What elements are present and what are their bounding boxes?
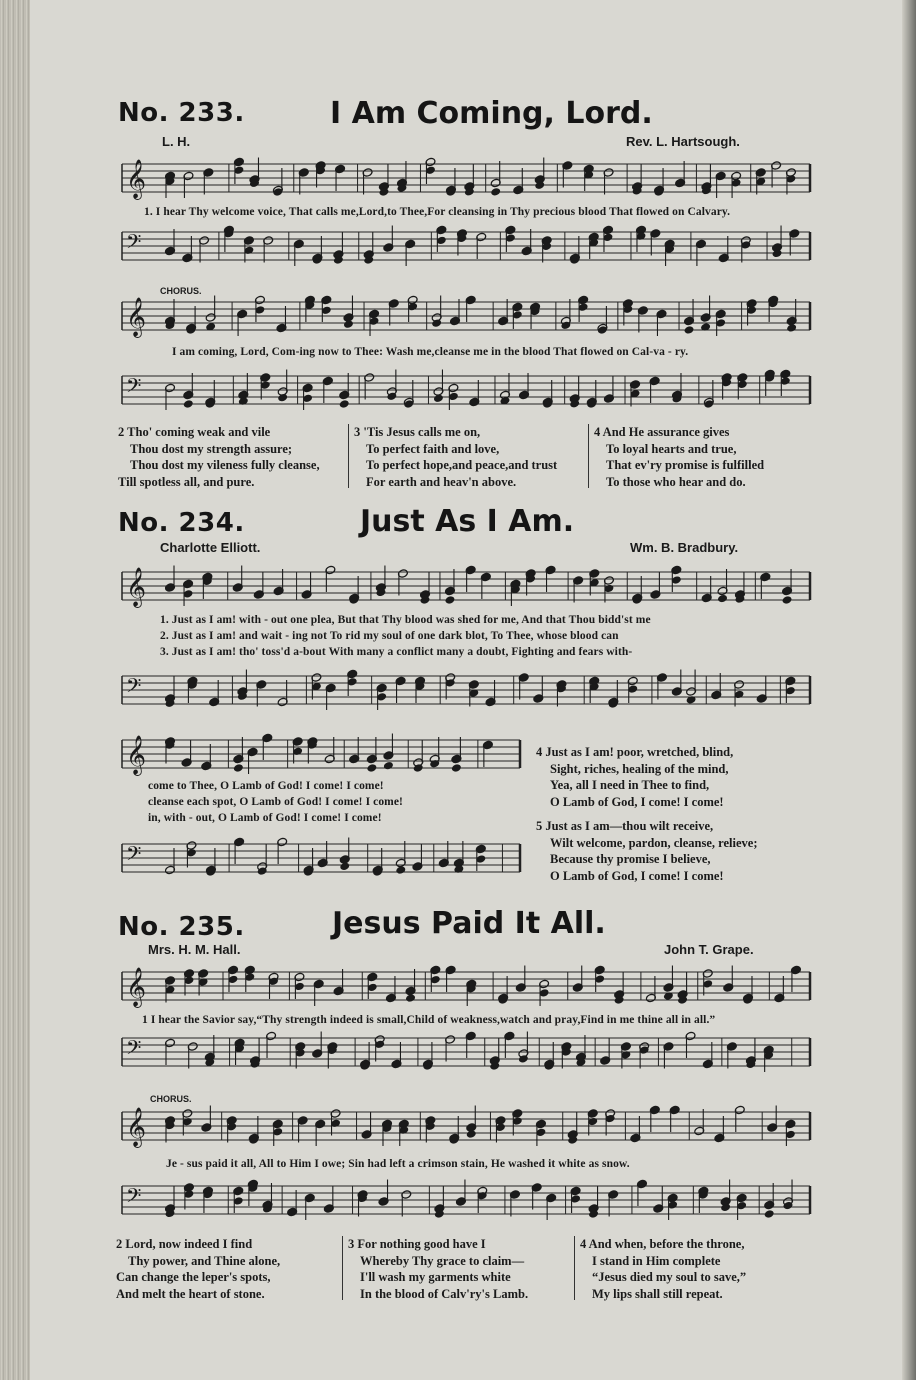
book-page-edges — [0, 0, 30, 1380]
hymn-235-composer: John T. Grape. — [664, 942, 754, 957]
hymn-235-verse1-lyric: 1 I hear the Savior say,“Thy strength indeed is small,Child of weakness,watch and pray,Find in me thine all in all.” — [142, 1014, 716, 1026]
svg-text:𝄞: 𝄞 — [126, 735, 147, 775]
staff — [120, 840, 520, 880]
book-binding-shadow — [902, 0, 916, 1380]
hymn-233-title: I Am Coming, Lord. — [330, 96, 653, 131]
svg-text:𝄢: 𝄢 — [126, 842, 142, 870]
hymn-234-refrain-lyric-2: cleanse each spot, O Lamb of God! I come! I come! — [148, 796, 403, 808]
hymn-233-chorus-lyric: I am coming, Lord, Com-ing now to Thee: Wash me,cleanse me in the blood That flowed on Cal-va - ry. — [172, 346, 689, 358]
verse-divider — [348, 424, 349, 488]
staff — [120, 672, 810, 712]
hymn-235-verse-3: 3 For nothing good have I Whereby Thy grace to claim— I'll wash my garments white In the blood of Calv'ry's Lamb. — [348, 1237, 529, 1301]
svg-text:𝄢: 𝄢 — [126, 1184, 142, 1212]
hymn-235-chorus-lyric: Je - sus paid it all, All to Him I owe; Sin had left a crimson stain, He washed it white as snow. — [166, 1158, 630, 1170]
svg-text:𝄞: 𝄞 — [126, 297, 147, 337]
hymn-235-author: Mrs. H. M. Hall. — [148, 942, 241, 957]
hymn-233-composer: Rev. L. Hartsough. — [626, 134, 740, 149]
hymnal-page — [30, 0, 910, 1380]
hymn-234-number: No. 234. — [118, 508, 245, 538]
hymn-233-verse-3: 3 'Tis Jesus calls me on, To perfect faith and love, To perfect hope,and peace,and trust For earth and heav'n above. — [354, 425, 558, 489]
hymn-234-title: Just As I Am. — [360, 504, 575, 539]
verse-divider — [342, 1236, 343, 1300]
hymn-235-number: No. 235. — [118, 912, 245, 942]
staff — [120, 1182, 810, 1222]
hymn-234-refrain-lyric-3: in, with - out, O Lamb of God! I come! I come! — [148, 812, 382, 824]
hymn-234-verse1-lyric: 1. Just as I am! with - out one plea, But that Thy blood was shed for me, And that Thou bidd'st me — [160, 614, 651, 626]
hymn-233-author: L. H. — [162, 134, 191, 149]
hymn-234-verse3-lyric: 3. Just as I am! tho' toss'd a-bout With many a conflict many a doubt, Fighting and fears with- — [160, 646, 633, 658]
staff — [120, 228, 810, 268]
hymn-233-verse-4: 4 And He assurance gives To loyal hearts and true, That ev'ry promise is fulfilled To those who hear and do. — [594, 425, 765, 489]
staff — [120, 736, 520, 776]
svg-text:𝄞: 𝄞 — [126, 967, 147, 1007]
hymn-233-number: No. 233. — [118, 98, 245, 128]
svg-text:𝄢: 𝄢 — [126, 1036, 142, 1064]
hymn-235-verse-2: 2 Lord, now indeed I find Thy power, and Thine alone, Can change the leper's spots, And melt the heart of stone. — [116, 1237, 281, 1301]
staff — [120, 298, 810, 338]
hymn-234-verse-5: 5 Just as I am—thou wilt receive, Wilt welcome, pardon, cleanse, relieve; Because thy promise I believe, O Lamb of God, I come! I come! — [536, 819, 758, 883]
staff — [120, 968, 810, 1008]
hymn-235-verse-4: 4 And when, before the throne, I stand in Him complete “Jesus died my soul to save,” My lips shall still repeat. — [580, 1237, 747, 1301]
verse-divider — [574, 1236, 575, 1300]
hymn-234-verse-4: 4 Just as I am! poor, wretched, blind, Sight, riches, healing of the mind, Yea, all I need in Thee to find, O Lamb of God, I come! I come! — [536, 745, 734, 809]
staff — [120, 372, 810, 412]
hymn-234-refrain-lyric-1: come to Thee, O Lamb of God! I come! I come! — [148, 780, 384, 792]
hymn-233-verse1-lyric: 1. I hear Thy welcome voice, That calls me,Lord,to Thee,For cleansing in Thy precious blood That flowed on Calvary. — [144, 206, 731, 218]
hymn-233-verse-2: 2 Tho' coming weak and vile Thou dost my strength assure; Thou dost my vileness fully cleanse, Till spotless all, and pure. — [118, 425, 320, 489]
hymn-234-composer: Wm. B. Bradbury. — [630, 540, 739, 555]
hymn-234-verse2-lyric: 2. Just as I am! and wait - ing not To rid my soul of one dark blot, To Thee, whose blood can — [160, 630, 619, 642]
svg-text:𝄢: 𝄢 — [126, 674, 142, 702]
svg-text:𝄞: 𝄞 — [126, 159, 147, 199]
hymn-234-author: Charlotte Elliott. — [160, 540, 261, 555]
svg-text:𝄞: 𝄞 — [126, 567, 147, 607]
staff — [120, 1034, 810, 1074]
svg-text:𝄢: 𝄢 — [126, 374, 142, 402]
staff — [120, 1108, 810, 1148]
hymn-235-title: Jesus Paid It All. — [332, 906, 606, 941]
hymn-235-chorus-label: CHORUS. — [150, 1094, 192, 1104]
staff — [120, 568, 810, 608]
verse-divider — [588, 424, 589, 488]
hymn-233-chorus-label: CHORUS. — [160, 286, 202, 296]
svg-text:𝄢: 𝄢 — [126, 230, 142, 258]
staff — [120, 160, 810, 200]
svg-text:𝄞: 𝄞 — [126, 1107, 147, 1147]
